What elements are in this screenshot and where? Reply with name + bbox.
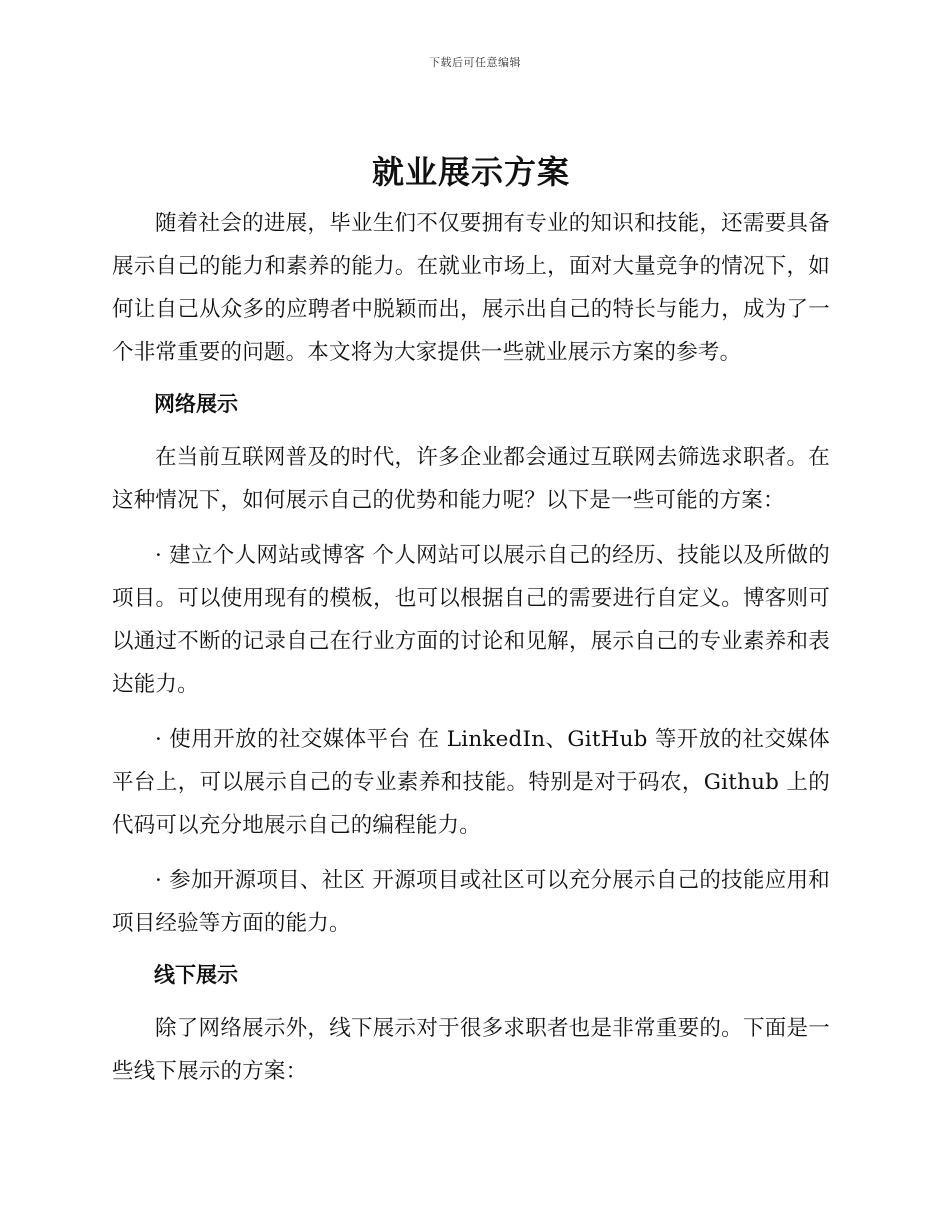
page-header-note: 下载后可任意编辑 <box>429 56 521 69</box>
section-heading-offline: 线下展示 <box>154 963 238 987</box>
document-title: 就业展示方案 <box>371 153 570 191</box>
online-bullet-website: · 建立个人网站或博客 个人网站可以展示自己的经历、技能以及所做的项目。可以使用现有的模板，也可以根据自己的需要进行自定义。博客则可以通过不断的记录自己在行业方面的讨论和见解，展示自己的专业素养和表达能力。 <box>112 543 830 697</box>
offline-paragraph-intro: 除了网络展示外，线下展示对于很多求职者也是非常重要的。下面是一些线下展示的方案： <box>112 1016 830 1084</box>
online-bullet-open-source: · 参加开源项目、社区 开源项目或社区可以充分展示自己的技能应用和项目经验等方面的能力。 <box>112 868 830 936</box>
online-bullet-social-media: · 使用开放的社交媒体平台 在 LinkedIn、GitHub 等开放的社交媒体平台上，可以展示自己的专业素养和技能。特别是对于码农，Github 上的代码可以充分地展示自己的编程能力。 <box>112 727 830 838</box>
section-heading-online: 网络展示 <box>154 392 238 416</box>
online-paragraph-intro: 在当前互联网普及的时代，许多企业都会通过互联网去筛选求职者。在这种情况下，如何展示自己的优势和能力呢？以下是一些可能的方案： <box>112 445 830 513</box>
document-body <box>112 148 830 1105</box>
intro-paragraph: 随着社会的进展，毕业生们不仅要拥有专业的知识和技能，还需要具备展示自己的能力和素养的能力。在就业市场上，面对大量竞争的情况下，如何让自己从众多的应聘者中脱颖而出，展示出自己的特长与能力，成为了一个非常重要的问题。本文将为大家提供一些就业展示方案的参考。 <box>112 211 830 365</box>
